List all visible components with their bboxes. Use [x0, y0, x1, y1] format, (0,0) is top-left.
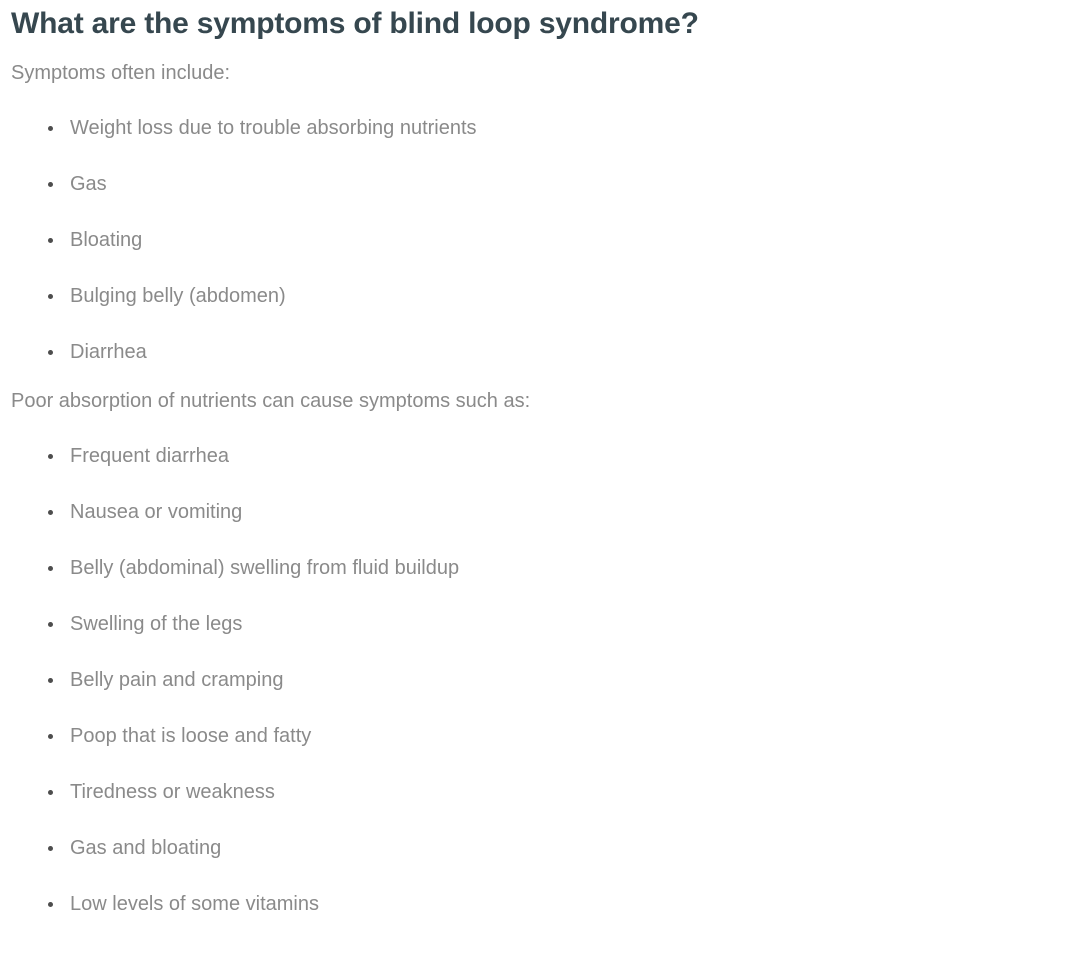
list-item: • Poop that is loose and fatty: [65, 723, 1060, 750]
page-title: What are the symptoms of blind loop syndrome?: [11, 7, 699, 40]
intro-text-symptoms: Symptoms often include:: [11, 62, 230, 84]
list-item: • Low levels of some vitamins: [65, 891, 1060, 918]
list-item: • Gas: [65, 171, 1060, 198]
list-item: • Frequent diarrhea: [65, 443, 1060, 470]
list-item: • Belly (abdominal) swelling from fluid buildup: [65, 555, 1060, 582]
symptom-list-malabsorption: [11, 443, 1060, 918]
list-item: • Tiredness or weakness: [65, 779, 1060, 806]
intro-text-poor-absorption: Poor absorption of nutrients can cause symptoms such as:: [11, 390, 531, 412]
list-item: • Gas and bloating: [65, 835, 1060, 862]
list-item: • Diarrhea: [65, 339, 1060, 366]
list-item: • Weight loss due to trouble absorbing nutrients: [65, 115, 1060, 142]
list-item: • Nausea or vomiting: [65, 499, 1060, 526]
list-item: • Bulging belly (abdomen): [65, 283, 1060, 310]
list-item: • Bloating: [65, 227, 1060, 254]
list-item: • Belly pain and cramping: [65, 667, 1060, 694]
symptom-list-primary: [11, 115, 1060, 366]
list-item: • Swelling of the legs: [65, 611, 1060, 638]
